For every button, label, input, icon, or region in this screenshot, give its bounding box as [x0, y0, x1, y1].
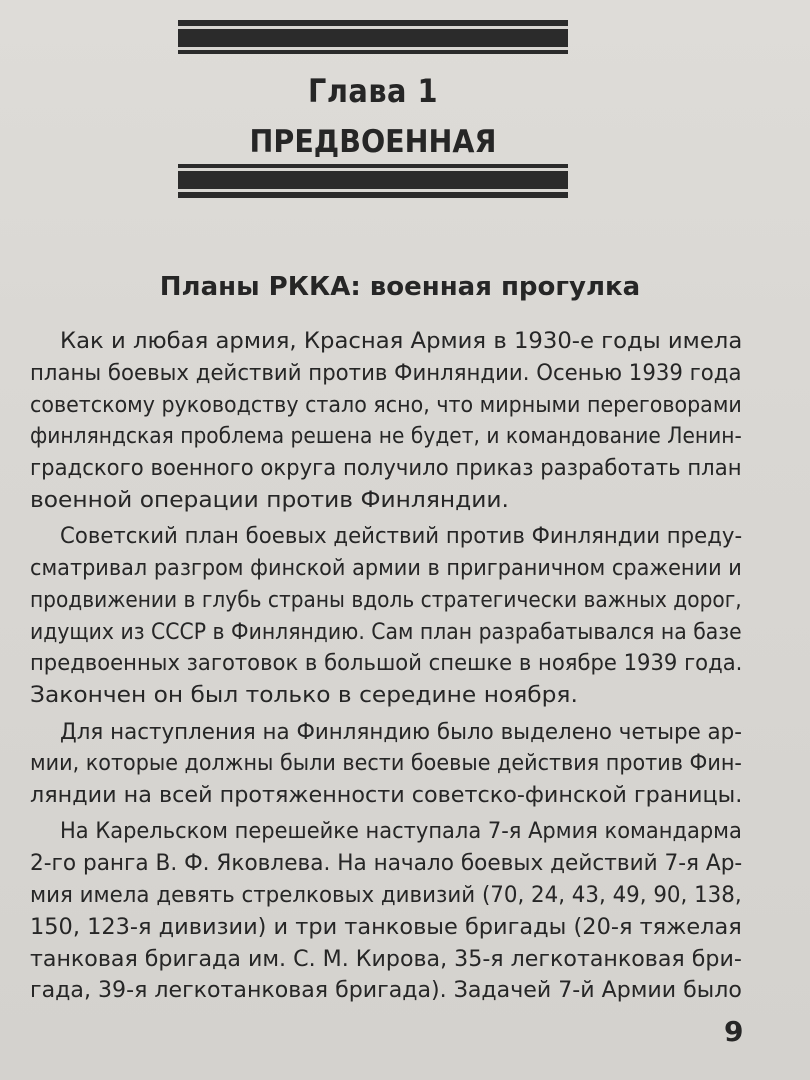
text-line: На Карельском перешейке наступала 7-я Армия командарма: [60, 819, 742, 845]
text-line: мия имела девять стрелковых дивизий (70, 24, 43, 49, 90, 138,: [30, 883, 742, 909]
bottom-ornament-bar: [178, 164, 568, 198]
chapter-number: Глава 1: [307, 72, 439, 110]
page-number: 9: [724, 1015, 744, 1048]
text-line: Для наступления на Финляндию было выделено четыре ар-: [60, 719, 742, 745]
text-line: ляндии на всей протяженности советско-финской границы.: [30, 783, 743, 809]
paragraph-3: [30, 717, 743, 812]
chapter-header: [178, 20, 568, 200]
text-line: продвижении в глубь страны вдоль стратегически важных дорог,: [30, 587, 742, 613]
text-line: военной операции против Финляндии.: [30, 487, 509, 513]
text-line: предвоенных заготовок в большой спешке в ноябре 1939 года.: [30, 651, 743, 677]
text-line: финляндская проблема решена не будет, и командование Ленин-: [30, 424, 742, 450]
text-line: планы боевых действий против Финляндии. Осенью 1939 года: [30, 360, 742, 386]
body-text: [30, 326, 743, 1007]
text-line: танковая бригада им. С. М. Кирова, 35-я легкотанковая бри-: [30, 946, 742, 972]
text-line: Советский план боевых действий против Финляндии преду-: [60, 524, 743, 550]
text-line: мии, которые должны были вести боевые действия против Фин-: [30, 751, 742, 777]
paragraph-2: [30, 521, 743, 712]
text-line: 2-го ранга В. Ф. Яковлева. На начало боевых действий 7-я Ар-: [30, 851, 743, 877]
paragraph-1: [30, 326, 743, 517]
text-line: сматривал разгром финской армии в приграничном сражении и: [30, 556, 742, 582]
text-line: градского военного округа получило приказ разработать план: [30, 456, 742, 482]
text-line: идущих из СССР в Финляндию. Сам план разрабатывался на базе: [30, 619, 742, 645]
text-line: 150, 123-я дивизии) и три танковые бригады (20-я тяжелая: [30, 914, 742, 940]
text-line: Как и любая армия, Красная Армия в 1930-е годы имела: [60, 329, 743, 354]
text-line: советскому руководству стало ясно, что мирными переговорами: [30, 392, 742, 418]
text-line: гада, 39-я легкотанковая бригада). Задачей 7-й Армии было: [30, 978, 742, 1004]
text-line: Закончен он был только в середине ноября.: [30, 683, 578, 709]
paragraph-4: [30, 816, 743, 1007]
section-title: Планы РККА: военная прогулка: [159, 272, 641, 302]
top-ornament-bar: [178, 20, 568, 54]
chapter-title: ПРЕДВОЕННАЯ: [249, 124, 497, 160]
